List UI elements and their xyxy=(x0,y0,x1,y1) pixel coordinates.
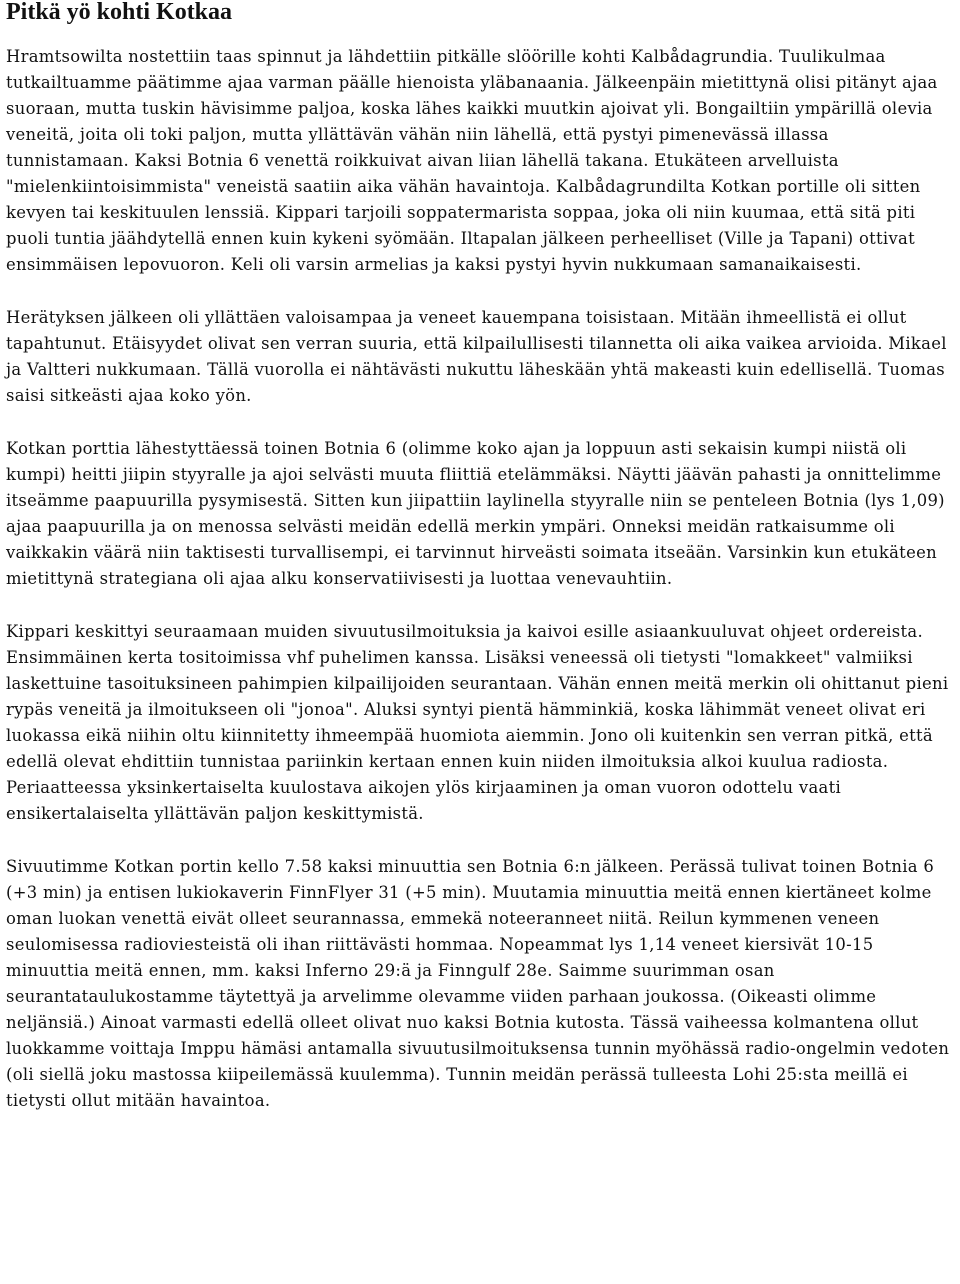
paragraph-approach-kotka: Kotkan porttia lähestyttäessä toinen Botnia 6 (olimme koko ajan ja loppuun asti sekaisin kumpi niistä oli kumpi) heitti jiipin styyralle ja ajoi selvästi muuta fliittiä etelämmäksi. Näytti jäävän pahasti ja onnittelimme itseämme paapuurilla pysymisestä. Sitten kun jiipattiin laylinella styyralle niin se penteleen Botnia (lys 1,09) ajaa paapuurilla ja on menossa selvästi meidän edellä merkin ympäri. Onneksi meidän ratkaisumme oli vaikkakin väärä niin taktisesti turvallisempi, ei tarvinnut hirveästi soimata itseään. Varsinkin kun etukäteen mietittynä strategiana oli ajaa alku konservatiivisesti ja luottaa venevauhtiin. xyxy=(6,439,945,588)
paragraph-overnight-leg: Hramtsowilta nostettiin taas spinnut ja lähdettiin pitkälle slöörille kohti Kalbådagrundia. Tuulikulmaa tutkailtuamme päätimme ajaa varman päälle hienoista yläbanaania. Jälkeenpäin mietittynä olisi pitänyt ajaa suoraan, mutta tuskin hävisimme paljoa, koska lähes kaikki muutkin ajoivat yli. Bongailtiin ympärillä olevia veneitä, joita oli toki paljon, mutta yllättävän vähän niin lähellä, että pystyi pimenevässä illassa tunnistamaan. Kaksi Botnia 6 venettä roikkuivat aivan liian lähellä takana. Etukäteen arvelluista "mielenkiintoisimmista" veneistä saatiin aika vähän havaintoja. Kalbådagrundilta Kotkan portille oli sitten kevyen tai keskituulen lenssiä. Kippari tarjoili soppatermarista soppaa, joka oli niin kuumaa, että sitä piti puoli tuntia jäähdytellä ennen kuin kykeni syömään. Iltapalan jälkeen perheelliset (Ville ja Tapani) ottivat ensimmäisen lepovuoron. Keli oli varsin armelias ja kaksi pystyi hyvin nukkumaan samanaikaisesti. xyxy=(6,47,938,274)
document-page xyxy=(6,0,956,1141)
paragraph-morning: Herätyksen jälkeen oli yllättäen valoisampaa ja veneet kauempana toisistaan. Mitään ihmeellistä ei ollut tapahtunut. Etäisyydet olivat sen verran suuria, että kilpailullisesti tilannetta oli aika vaikea arvioida. Mikael ja Valtteri nukkumaan. Tällä vuorolla ei nähtävästi nukuttu läheskään yhtä makeasti kuin edellisellä. Tuomas saisi sitkeästi ajaa koko yön. xyxy=(6,308,947,405)
paragraph-radio-reports: Kippari keskittyi seuraamaan muiden sivuutusilmoituksia ja kaivoi esille asiaankuuluvat ohjeet ordereista. Ensimmäinen kerta tositoimissa vhf puhelimen kanssa. Lisäksi veneessä oli tietysti "lomakkeet" valmiiksi laskettuine tasoituksineen pahimpien kilpailijoiden seurantaan. Vähän ennen meitä merkin oli ohittanut pieni rypäs veneitä ja ilmoitukseen oli "jonoa". Aluksi syntyi pientä hämminkiä, koska lähimmät veneet olivat eri luokassa eikä niihin oltu kiinnitetty ihmeempää huomiota aiemmin. Jono oli kuitenkin sen verran pitkä, että edellä olevat ehdittiin tunnistaa pariinkin kertaan ennen kuin niiden ilmoituksia alkoi kuulua radiosta. Periaatteessa yksinkertaiselta kuulostava aikojen ylös kirjaaminen ja oman vuoron odottelu vaati ensikertalaiselta yllättävän paljon keskittymistä. xyxy=(6,622,949,823)
paragraph-rounding-mark: Sivuutimme Kotkan portin kello 7.58 kaksi minuuttia sen Botnia 6:n jälkeen. Perässä tulivat toinen Botnia 6 (+3 min) ja entisen lukiokaverin FinnFlyer 31 (+5 min). Muutamia minuuttia meitä ennen kiertäneet kolme oman luokan venettä eivät olleet seurannassa, emmekä noteeranneet niitä. Reilun kymmenen veneen seulomisessa radioviesteistä oli ihan riittävästi hommaa. Nopeammat lys 1,14 veneet kiersivät 10-15 minuuttia meitä ennen, mm. kaksi Inferno 29:ä ja Finngulf 28e. Saimme suurimman osan seurantataulukostamme täytettyä ja arvelimme olevamme viiden parhaan joukossa. (Oikeasti olimme neljänsiä.) Ainoat varmasti edellä olleet olivat nuo kaksi Botnia kutosta. Tässä vaiheessa kolmantena ollut luokkamme voittaja Imppu hämäsi antamalla sivuutusilmoituksensa tunnin myöhässä radio-ongelmin vedoten (oli siellä joku mastossa kiipeilemässä kuulemma). Tunnin meidän perässä tulleesta Lohi 25:sta meillä ei tietysti ollut mitään havaintoa. xyxy=(6,857,950,1110)
page-title: Pitkä yö kohti Kotkaa xyxy=(6,0,233,25)
